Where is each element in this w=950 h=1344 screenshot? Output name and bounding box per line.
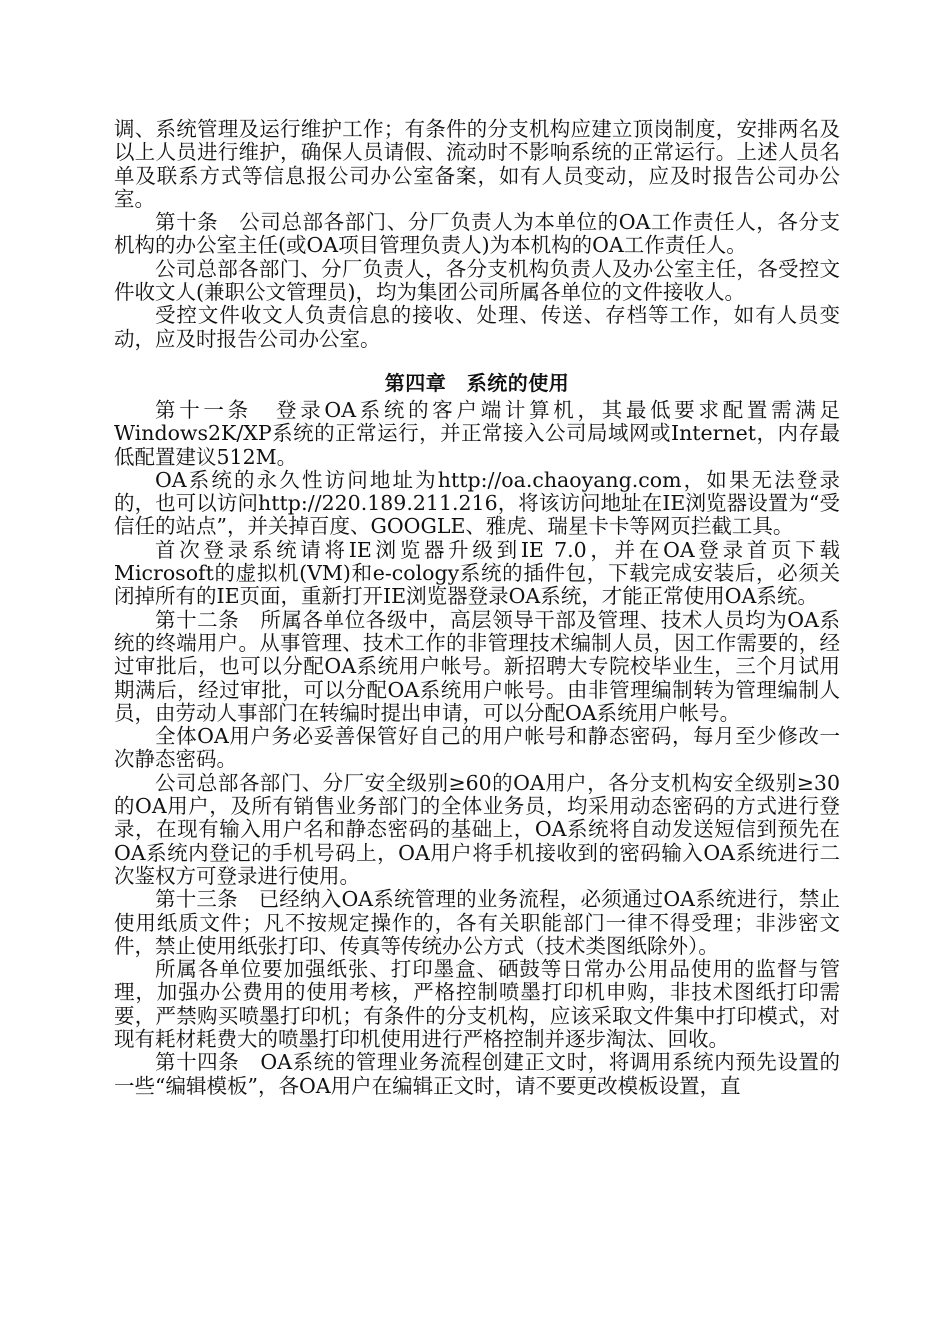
paragraph-article-10: 第十条 公司总部各部门、分厂负责人为本单位的OA工作责任人，各分支机构的办公室主任(或OA项目管理负责人)为本机构的OA工作责任人。 (114, 210, 840, 258)
paragraph-article-14: 第十四条 OA系统的管理业务流程创建正文时，将调用系统内预先设置的一些“编辑模板”，各OA用户在编辑正文时，请不要更改模板设置，直 (114, 1050, 840, 1098)
paragraph-article-12: 第十二条 所属各单位各级中，高层领导干部及管理、技术人员均为OA系统的终端用户。从事管理、技术工作的非管理技术编制人员，因工作需要的，经过审批后，也可以分配OA系统用户帐号。新招聘大专院校毕业生，三个月试用期满后，经过审批，可以分配OA系统用户帐号。由非管理编制转为管理编制人员，由劳动人事部门在转编时提出申请，可以分配OA系统用户帐号。 (114, 607, 840, 725)
paragraph-article-11: 第十一条 登录OA系统的客户端计算机，其最低要求配置需满足Windows2K/XP系统的正常运行，并正常接入公司局域网或Internet，内存最低配置建议512M。 (114, 397, 840, 469)
paragraph-first-login: 首次登录系统请将IE浏览器升级到IE 7.0，并在OA登录首页下载Microsoft的虚拟机(VM)和e-cology系统的插件包，下载完成安装后，必须关闭掉所有的IE页面，重新打开IE浏览器登录OA系统，才能正常使用OA系统。 (114, 537, 840, 609)
paragraph-password: 全体OA用户务必妥善保管好自己的用户帐号和静态密码，每月至少修改一次静态密码。 (114, 724, 840, 772)
paragraph-article-13: 第十三条 已经纳入OA系统管理的业务流程，必须通过OA系统进行，禁止使用纸质文件；凡不按规定操作的，各有关职能部门一律不得受理；非涉密文件，禁止使用纸张打印、传真等传统办公方式（技术类图纸除外）。 (114, 887, 840, 958)
paragraph-continued: 调、系统管理及运行维护工作；有条件的分支机构应建立顶岗制度，安排两名及以上人员进行维护，确保人员请假、流动时不影响系统的正常运行。上述人员名单及联系方式等信息报公司办公室备案，如有人员变动，应及时报告公司办公室。 (114, 117, 840, 211)
paragraph-receiver-duties: 受控文件收文人负责信息的接收、处理、传送、存档等工作，如有人员变动，应及时报告公司办公室。 (114, 303, 840, 351)
paragraph-access-address: OA系统的永久性访问地址为http://oa.chaoyang.com，如果无法登录的，也可以访问http://220.189.211.216，将该访问地址在IE浏览器设置为“受信任的站点”，并关掉百度、GOOGLE、雅虎、瑞星卡卡等网页拦截工具。 (114, 467, 840, 539)
chapter-title: 第四章 系统的使用 (384, 370, 570, 395)
document-page (114, 118, 840, 1098)
paragraph-dynamic-password: 公司总部各部门、分厂安全级别≥60的OA用户，各分支机构安全级别≥30的OA用户，及所有销售业务部门的全体业务员，均采用动态密码的方式进行登录，在现有输入用户名和静态密码的基础上，OA系统将自动发送短信到预先在OA系统内登记的手机号码上，OA用户将手机接收到的密码输入OA系统进行二次鉴权方可登录进行使用。 (114, 770, 840, 888)
paragraph-file-receivers: 公司总部各部门、分厂负责人，各分支机构负责人及办公室主任，各受控文件收文人(兼职公文管理员)，均为集团公司所属各单位的文件接收人。 (114, 256, 840, 305)
paragraph-office-supplies: 所属各单位要加强纸张、打印墨盒、硒鼓等日常办公用品使用的监督与管理，加强办公费用的使用考核，严格控制喷墨打印机申购，非技术图纸打印需要，严禁购买喷墨打印机；有条件的分支机构，应该采取文件集中打印模式，对现有耗材耗费大的喷墨打印机使用进行严格控制并逐步淘汰、回收。 (114, 957, 840, 1051)
